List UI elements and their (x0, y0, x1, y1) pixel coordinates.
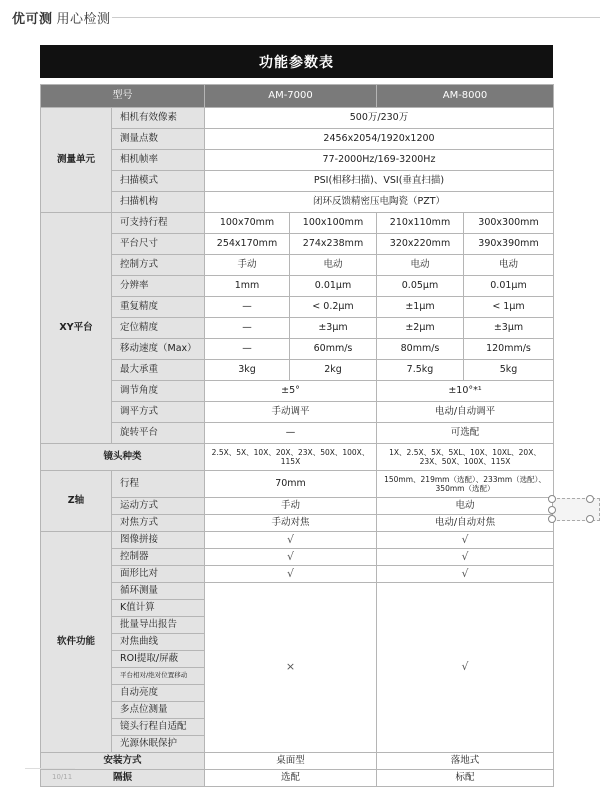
am7000-header: AM-7000 (205, 85, 377, 108)
row-label: 控制方式 (112, 255, 205, 276)
install-label: 安装方式 (41, 753, 205, 770)
cell: 3kg (205, 360, 290, 381)
table-row (41, 753, 554, 770)
header-divider (112, 17, 600, 18)
cell: 电动 (377, 498, 554, 515)
resize-handle[interactable] (586, 495, 594, 503)
table-row (41, 339, 554, 360)
resize-handle[interactable] (548, 506, 556, 514)
table-row (41, 213, 554, 234)
cell: 选配 (205, 770, 377, 787)
cell: ±10°*¹ (377, 381, 554, 402)
table-row (41, 360, 554, 381)
page-title: 功能参数表 (40, 45, 553, 78)
cell: < 1μm (464, 297, 554, 318)
am8000-header: AM-8000 (377, 85, 554, 108)
row-label: 图像拼接 (112, 532, 205, 549)
table-header-row (41, 85, 554, 108)
check-mark: √ (377, 549, 554, 566)
row-label: 测量点数 (112, 129, 205, 150)
cell: 0.01μm (290, 276, 377, 297)
cross-mark: × (205, 583, 377, 753)
table-row (41, 402, 554, 423)
cell: — (205, 339, 290, 360)
cell: 7.5kg (377, 360, 464, 381)
row-label: 行程 (112, 471, 205, 498)
cell: 电动 (464, 255, 554, 276)
row-label: 定位精度 (112, 318, 205, 339)
section-software: 软件功能 (41, 532, 112, 753)
cell: 电动/自动调平 (377, 402, 554, 423)
row-label: 光源休眠保护 (112, 736, 205, 753)
cell: 2.5X、5X、10X、20X、23X、50X、100X、115X (205, 444, 377, 471)
cell: 2kg (290, 360, 377, 381)
row-label: 调平方式 (112, 402, 205, 423)
table-row (41, 150, 554, 171)
model-header: 型号 (41, 85, 205, 108)
table-row (41, 532, 554, 549)
row-label: 可支持行程 (112, 213, 205, 234)
cell: 70mm (205, 471, 377, 498)
row-label: 最大承重 (112, 360, 205, 381)
cell: ±2μm (377, 318, 464, 339)
table-row (41, 498, 554, 515)
row-label: 相机有效像素 (112, 108, 205, 129)
table-row (41, 318, 554, 339)
table-row (41, 444, 554, 471)
cell: 可选配 (377, 423, 554, 444)
cell: 手动调平 (205, 402, 377, 423)
row-label: 旋转平台 (112, 423, 205, 444)
check-mark: √ (205, 532, 377, 549)
section-z: Z轴 (41, 471, 112, 532)
cell: 0.05μm (377, 276, 464, 297)
resize-handle[interactable] (548, 495, 556, 503)
row-label: 批量导出报告 (112, 617, 205, 634)
brand-name: 优可测 (12, 12, 53, 27)
table-row (41, 108, 554, 129)
row-value: 77-2000Hz/169-3200Hz (205, 150, 554, 171)
cell: ±3μm (464, 318, 554, 339)
table-row (41, 515, 554, 532)
check-mark: √ (377, 532, 554, 549)
cell: 60mm/s (290, 339, 377, 360)
row-label: 循环测量 (112, 583, 205, 600)
brand-slogan: 用心检测 (56, 12, 111, 27)
row-label: K值计算 (112, 600, 205, 617)
cell: 274x238mm (290, 234, 377, 255)
cell: 手动对焦 (205, 515, 377, 532)
row-label: 对焦曲线 (112, 634, 205, 651)
check-mark: √ (205, 566, 377, 583)
row-value: 2456x2054/1920x1200 (205, 129, 554, 150)
table-row (41, 471, 554, 498)
cell: 手动 (205, 255, 290, 276)
cell: 320x220mm (377, 234, 464, 255)
row-label: 重复精度 (112, 297, 205, 318)
table-row (41, 381, 554, 402)
brand-logo (12, 8, 111, 27)
cell: 100x70mm (205, 213, 290, 234)
row-label: 对焦方式 (112, 515, 205, 532)
resize-handle[interactable] (548, 515, 556, 523)
table-row (41, 192, 554, 213)
row-label: 移动速度（Max） (112, 339, 205, 360)
table-row (41, 583, 554, 600)
footer-divider (25, 768, 75, 769)
row-label: 多点位测量 (112, 702, 205, 719)
resize-handle[interactable] (586, 515, 594, 523)
cell: 210x110mm (377, 213, 464, 234)
table-row (41, 423, 554, 444)
row-label: 平台相对/绝对位置移动 (112, 668, 205, 685)
row-label: 自动亮度 (112, 685, 205, 702)
cell: 电动 (377, 255, 464, 276)
table-row (41, 770, 554, 787)
row-label: 调节角度 (112, 381, 205, 402)
row-label: ROI提取/屏蔽 (112, 651, 205, 668)
row-label: 相机帧率 (112, 150, 205, 171)
table-row (41, 549, 554, 566)
section-lens: 镜头种类 (41, 444, 205, 471)
row-value: 500万/230万 (205, 108, 554, 129)
cell: ±5° (205, 381, 377, 402)
vibration-label: 隔振 (41, 770, 205, 787)
cell: 150mm、219mm（选配）、233mm（选配）、350mm（选配） (377, 471, 554, 498)
cell: 手动 (205, 498, 377, 515)
cell: 电动 (290, 255, 377, 276)
table-row (41, 297, 554, 318)
cell: 1X、2.5X、5X、5XL、10X、10XL、20X、23X、50X、100X、115X (377, 444, 554, 471)
table-row (41, 255, 554, 276)
row-value: PSI(相移扫描)、VSI(垂直扫描) (205, 171, 554, 192)
check-mark: √ (377, 566, 554, 583)
cell: 桌面型 (205, 753, 377, 770)
cell: < 0.2μm (290, 297, 377, 318)
row-label: 扫描机构 (112, 192, 205, 213)
section-xy: XY平台 (41, 213, 112, 444)
row-label: 运动方式 (112, 498, 205, 515)
check-mark: √ (205, 549, 377, 566)
cell: — (205, 297, 290, 318)
cell: ±1μm (377, 297, 464, 318)
row-label: 扫描模式 (112, 171, 205, 192)
row-label: 平台尺寸 (112, 234, 205, 255)
cell: 80mm/s (377, 339, 464, 360)
row-label: 分辨率 (112, 276, 205, 297)
cell: — (205, 318, 290, 339)
row-value: 闭环反馈精密压电陶瓷（PZT） (205, 192, 554, 213)
cell: 120mm/s (464, 339, 554, 360)
table-row (41, 171, 554, 192)
table-row (41, 566, 554, 583)
cell: 1mm (205, 276, 290, 297)
cell: ±3μm (290, 318, 377, 339)
row-label: 镜头行程自适配 (112, 719, 205, 736)
spec-table (40, 84, 554, 787)
cell: 300x300mm (464, 213, 554, 234)
cell: — (205, 423, 377, 444)
cell: 5kg (464, 360, 554, 381)
cell: 标配 (377, 770, 554, 787)
cell: 390x390mm (464, 234, 554, 255)
section-measure: 测量单元 (41, 108, 112, 213)
cell: 0.01μm (464, 276, 554, 297)
cell: 落地式 (377, 753, 554, 770)
row-label: 控制器 (112, 549, 205, 566)
table-row (41, 129, 554, 150)
cell: 100x100mm (290, 213, 377, 234)
cell: 电动/自动对焦 (377, 515, 554, 532)
cell: 254x170mm (205, 234, 290, 255)
table-row (41, 234, 554, 255)
page-number: 10/11 (52, 773, 73, 781)
check-mark: √ (377, 583, 554, 753)
table-row (41, 276, 554, 297)
row-label: 面形比对 (112, 566, 205, 583)
